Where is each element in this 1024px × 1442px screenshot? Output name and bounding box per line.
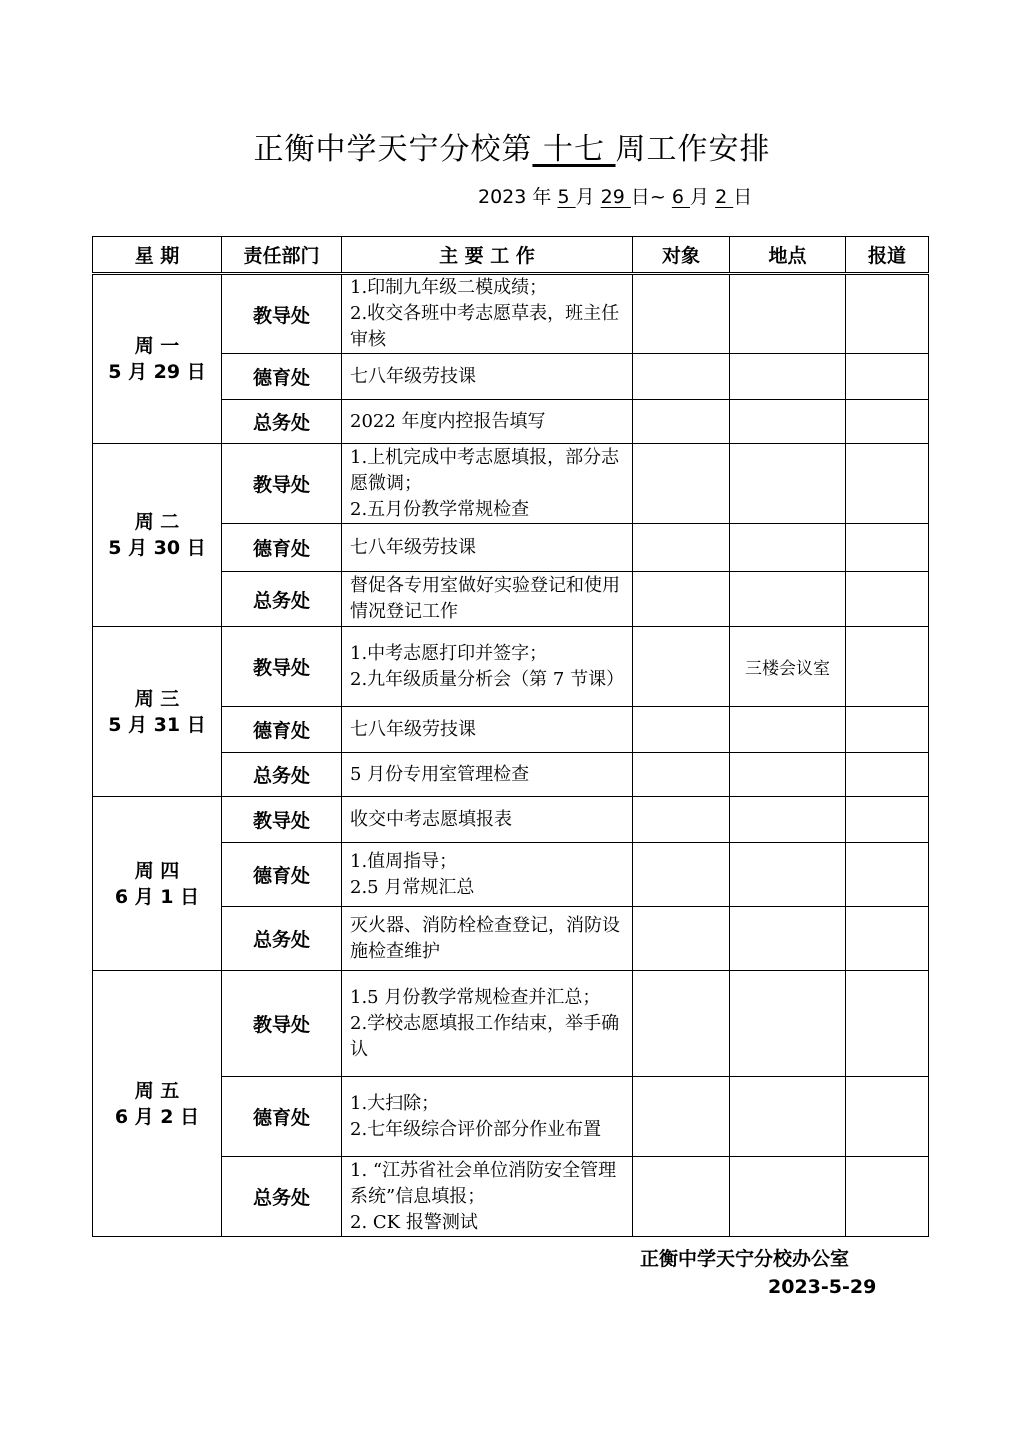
report-cell <box>846 753 929 797</box>
end-month: 6 <box>671 186 690 208</box>
location-cell <box>730 1077 846 1157</box>
dept-cell: 总务处 <box>222 572 342 627</box>
dept-cell: 总务处 <box>222 1157 342 1237</box>
year-label: 年 <box>532 186 552 208</box>
dept-cell: 德育处 <box>222 354 342 400</box>
location-cell <box>730 354 846 400</box>
location-cell <box>730 707 846 753</box>
table-row <box>93 274 929 354</box>
day-label: 日~ <box>630 186 666 208</box>
year: 2023 <box>478 186 527 208</box>
target-cell <box>633 707 730 753</box>
table-row <box>93 797 929 843</box>
target-cell <box>633 843 730 907</box>
report-cell <box>846 1077 929 1157</box>
target-cell <box>633 400 730 444</box>
dept-cell: 教导处 <box>222 444 342 524</box>
report-cell <box>846 274 929 354</box>
task-cell <box>342 444 633 524</box>
task-line: 七八年级劳技课 <box>350 718 476 740</box>
task-cell <box>342 797 633 843</box>
signature-office: 正衡中学天宁分校办公室 <box>640 1248 850 1270</box>
target-cell <box>633 627 730 707</box>
location-cell <box>730 524 846 572</box>
task-line: 5 月份专用室管理检查 <box>350 763 530 785</box>
task-cell <box>342 971 633 1077</box>
target-cell <box>633 354 730 400</box>
task-line: 1. “江苏省社会单位消防安全管理系统”信息填报； <box>350 1159 617 1207</box>
report-cell <box>846 400 929 444</box>
dept-cell: 教导处 <box>222 971 342 1077</box>
header-target: 对象 <box>633 237 730 274</box>
table-row <box>93 971 929 1077</box>
weekday: 周 一 <box>134 335 180 357</box>
target-cell <box>633 907 730 971</box>
location-cell <box>730 971 846 1077</box>
target-cell <box>633 572 730 627</box>
task-cell <box>342 753 633 797</box>
target-cell <box>633 753 730 797</box>
task-line: 1.中考志愿打印并签字； <box>350 642 548 664</box>
report-cell <box>846 524 929 572</box>
task-cell <box>342 1077 633 1157</box>
task-line: 2.学校志愿填报工作结束，举手确认 <box>350 1012 620 1060</box>
target-cell <box>633 1157 730 1237</box>
signature-date: 2023-5-29 <box>768 1276 877 1298</box>
target-cell <box>633 971 730 1077</box>
task-line: 2.收交各班中考志愿草表，班主任审核 <box>350 303 620 350</box>
day-date: 6 月 1 日 <box>114 885 200 908</box>
day-cell <box>93 971 222 1237</box>
weekday: 周 五 <box>134 1079 180 1102</box>
report-cell <box>846 444 929 524</box>
task-line: 2. CK 报警测试 <box>350 1211 478 1233</box>
task-cell <box>342 707 633 753</box>
location-cell <box>730 572 846 627</box>
dept-cell: 德育处 <box>222 1077 342 1157</box>
start-month: 5 <box>557 186 576 208</box>
target-cell <box>633 274 730 354</box>
day-cell <box>93 627 222 797</box>
location-cell <box>730 1157 846 1237</box>
weekday: 周 二 <box>134 511 180 533</box>
target-cell <box>633 524 730 572</box>
task-line: 2.九年级质量分析会（第 7 节课） <box>350 668 625 690</box>
month-label: 月 <box>690 186 710 208</box>
task-line: 1.大扫除； <box>350 1092 440 1114</box>
task-cell <box>342 400 633 444</box>
day-cell <box>93 444 222 627</box>
header-dept: 责任部门 <box>222 237 342 274</box>
table-row <box>93 627 929 707</box>
title-week: 十七 <box>532 132 616 167</box>
dept-cell: 教导处 <box>222 627 342 707</box>
title-prefix: 正衡中学天宁分校第 <box>253 132 533 167</box>
dept-cell: 教导处 <box>222 797 342 843</box>
target-cell <box>633 444 730 524</box>
report-cell <box>846 907 929 971</box>
task-line: 2.七年级综合评价部分作业布置 <box>350 1118 602 1140</box>
day-date: 5 月 29 日 <box>108 361 206 383</box>
task-line: 1.印制九年级二模成绩； <box>350 277 548 298</box>
dept-cell: 德育处 <box>222 707 342 753</box>
day-label: 日 <box>733 186 753 208</box>
task-cell <box>342 354 633 400</box>
location-cell <box>730 400 846 444</box>
report-cell <box>846 797 929 843</box>
location-cell <box>730 753 846 797</box>
location-cell <box>730 843 846 907</box>
table-row <box>93 444 929 524</box>
task-line: 七八年级劳技课 <box>350 365 476 387</box>
location-cell <box>730 444 846 524</box>
report-cell <box>846 572 929 627</box>
task-line: 七八年级劳技课 <box>350 536 476 558</box>
header-day: 星 期 <box>93 237 222 274</box>
weekday: 周 三 <box>134 687 180 710</box>
dept-cell: 德育处 <box>222 843 342 907</box>
month-label: 月 <box>575 186 595 208</box>
location-cell <box>730 797 846 843</box>
report-cell <box>846 1157 929 1237</box>
dept-cell: 总务处 <box>222 400 342 444</box>
dept-cell: 总务处 <box>222 753 342 797</box>
task-cell <box>342 1157 633 1237</box>
date-range <box>478 182 752 209</box>
location-cell <box>730 907 846 971</box>
schedule-table <box>92 236 929 1237</box>
dept-cell: 总务处 <box>222 907 342 971</box>
day-date: 5 月 31 日 <box>108 713 206 736</box>
task-cell <box>342 843 633 907</box>
report-cell <box>846 627 929 707</box>
document-title <box>0 124 1024 168</box>
location-cell: 三楼会议室 <box>730 627 846 707</box>
task-cell <box>342 627 633 707</box>
task-line: 1.5 月份教学常规检查并汇总； <box>350 986 601 1008</box>
day-cell <box>93 274 222 444</box>
task-cell <box>342 274 633 354</box>
day-cell <box>93 797 222 971</box>
report-cell <box>846 971 929 1077</box>
header-row <box>93 237 929 274</box>
report-cell <box>846 707 929 753</box>
location-cell <box>730 274 846 354</box>
day-date: 6 月 2 日 <box>114 1105 200 1128</box>
day-date: 5 月 30 日 <box>108 537 206 559</box>
start-day: 29 <box>600 186 631 208</box>
task-line: 2.5 月常规汇总 <box>350 876 475 898</box>
task-line: 收交中考志愿填报表 <box>350 808 512 830</box>
task-line: 1.上机完成中考志愿填报，部分志愿微调； <box>350 446 620 494</box>
task-line: 灭火器、消防栓检查登记，消防设施检查维护 <box>350 914 620 962</box>
task-line: 督促各专用室做好实验登记和使用情况登记工作 <box>350 575 620 622</box>
weekday: 周 四 <box>134 859 180 882</box>
task-line: 1.值周指导； <box>350 850 458 872</box>
end-day: 2 <box>715 186 734 208</box>
dept-cell: 教导处 <box>222 274 342 354</box>
header-report: 报道 <box>846 237 929 274</box>
title-suffix: 周工作安排 <box>615 132 771 167</box>
task-cell <box>342 907 633 971</box>
dept-cell: 德育处 <box>222 524 342 572</box>
task-line: 2.五月份教学常规检查 <box>350 498 530 520</box>
task-line: 2022 年度内控报告填写 <box>350 410 546 432</box>
header-location: 地点 <box>730 237 846 274</box>
header-task: 主 要 工 作 <box>342 237 633 274</box>
report-cell <box>846 354 929 400</box>
task-cell <box>342 572 633 627</box>
target-cell <box>633 797 730 843</box>
report-cell <box>846 843 929 907</box>
task-cell <box>342 524 633 572</box>
target-cell <box>633 1077 730 1157</box>
